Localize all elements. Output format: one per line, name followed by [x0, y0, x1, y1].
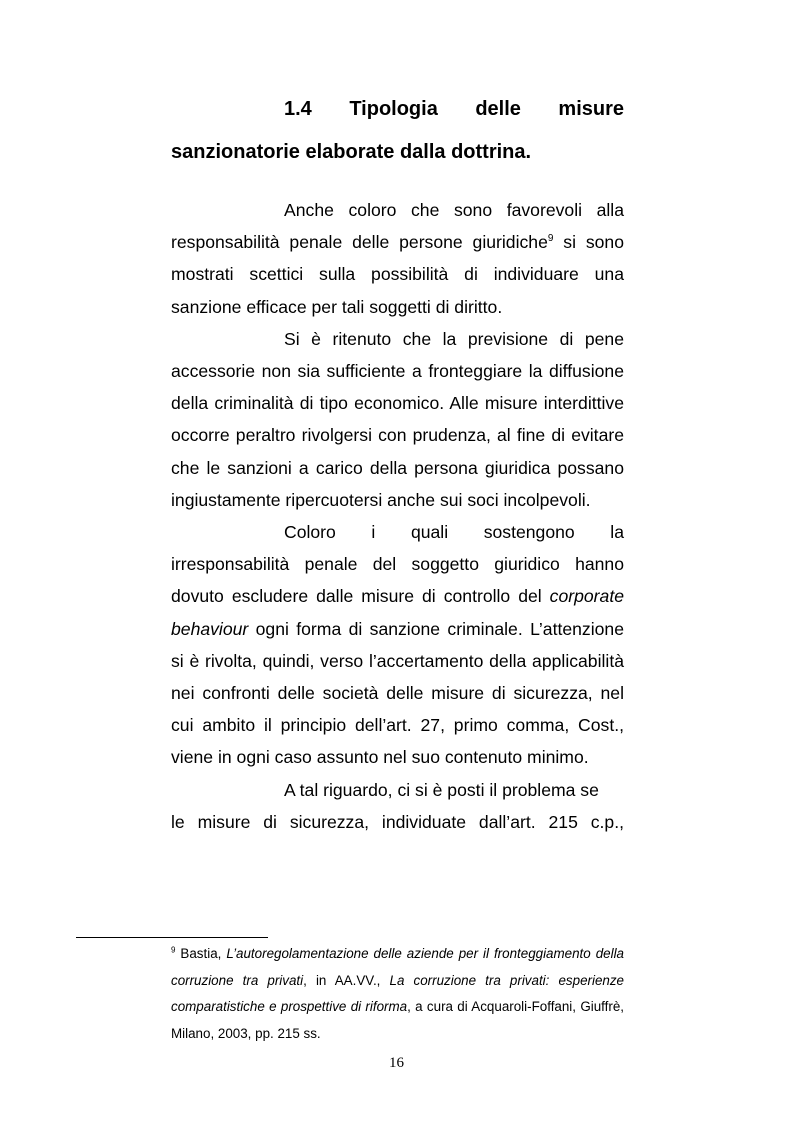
- paragraph-2: Si è ritenuto che la previsione di pene accessorie non sia sufficiente a fronteggiare la diffusione della criminalità di tipo economico. Alle misure interdittive occorre peraltro rivolgersi con prudenza, al fine di evitare che le sanzioni a carico della persona giuridica possano ingiustamente ripercuotersi anche sui soci incolpevoli.: [171, 328, 624, 510]
- footnote-author: Bastia,: [175, 946, 227, 961]
- heading-word-delle: delle: [475, 98, 521, 120]
- paragraph-1-text: Anche coloro che sono favorevoli alla responsabilità penale delle persone giuridiche: [171, 200, 624, 253]
- paragraph-3-italic: corporate behaviour: [171, 586, 624, 639]
- heading-line-2: sanzionatorie elaborate dalla dottrina.: [171, 141, 532, 163]
- heading-word-misure: misure: [558, 98, 624, 120]
- footnote-title-2: La corruzione tra privati: esperienze comparatistiche e prospettive di riforma: [171, 972, 624, 1014]
- section-heading: [171, 88, 624, 174]
- footnote-number: 9: [171, 945, 176, 955]
- heading-line-1: [171, 88, 624, 131]
- paragraph-4-line-2: le misure di sicurezza, individuate dall’art. 215 c.p.,: [171, 811, 624, 832]
- paragraph-3: [171, 516, 624, 774]
- footnote-ref-9[interactable]: 9: [547, 233, 554, 245]
- footnote-separator: [76, 937, 268, 938]
- heading-number: 1.4: [284, 98, 312, 120]
- paragraph-4-line-1: A tal riguardo, ci si è posti il problema se: [284, 779, 599, 800]
- page-number: 16: [389, 1055, 404, 1071]
- paragraph-3-text: Coloro i quali sostengono la irresponsabilità penale del soggetto giuridico hanno dovuto escludere dalle misure di controllo del: [171, 522, 624, 607]
- heading-word-tipologia: Tipologia: [349, 98, 438, 120]
- footnote-9: [171, 941, 624, 1047]
- paragraph-3-text-cont: ogni forma di sanzione criminale. L’attenzione si è rivolta, quindi, verso l’accertamento della applicabilità nei confronti delle società delle misure di sicurezza, nel cui ambito il principio dell’art. 27, primo comma, Cost., viene in ogni caso assunto nel suo contenuto minimo.: [171, 618, 624, 768]
- paragraph-1: [171, 194, 624, 323]
- body-text: [171, 194, 624, 838]
- footnote-mid: , in AA.VV.,: [303, 972, 390, 988]
- footnote-rest: , a cura di Acquaroli-Foffani, Giuffrè, Milano, 2003, pp. 215 ss.: [171, 999, 624, 1041]
- paragraph-1-text-cont: si sono mostrati scettici sulla possibilità di individuare una sanzione efficace per tali soggetti di diritto.: [171, 232, 624, 317]
- footnote-title-1: L’autoregolamentazione delle aziende per il fronteggiamento della corruzione tra privati: [171, 946, 624, 988]
